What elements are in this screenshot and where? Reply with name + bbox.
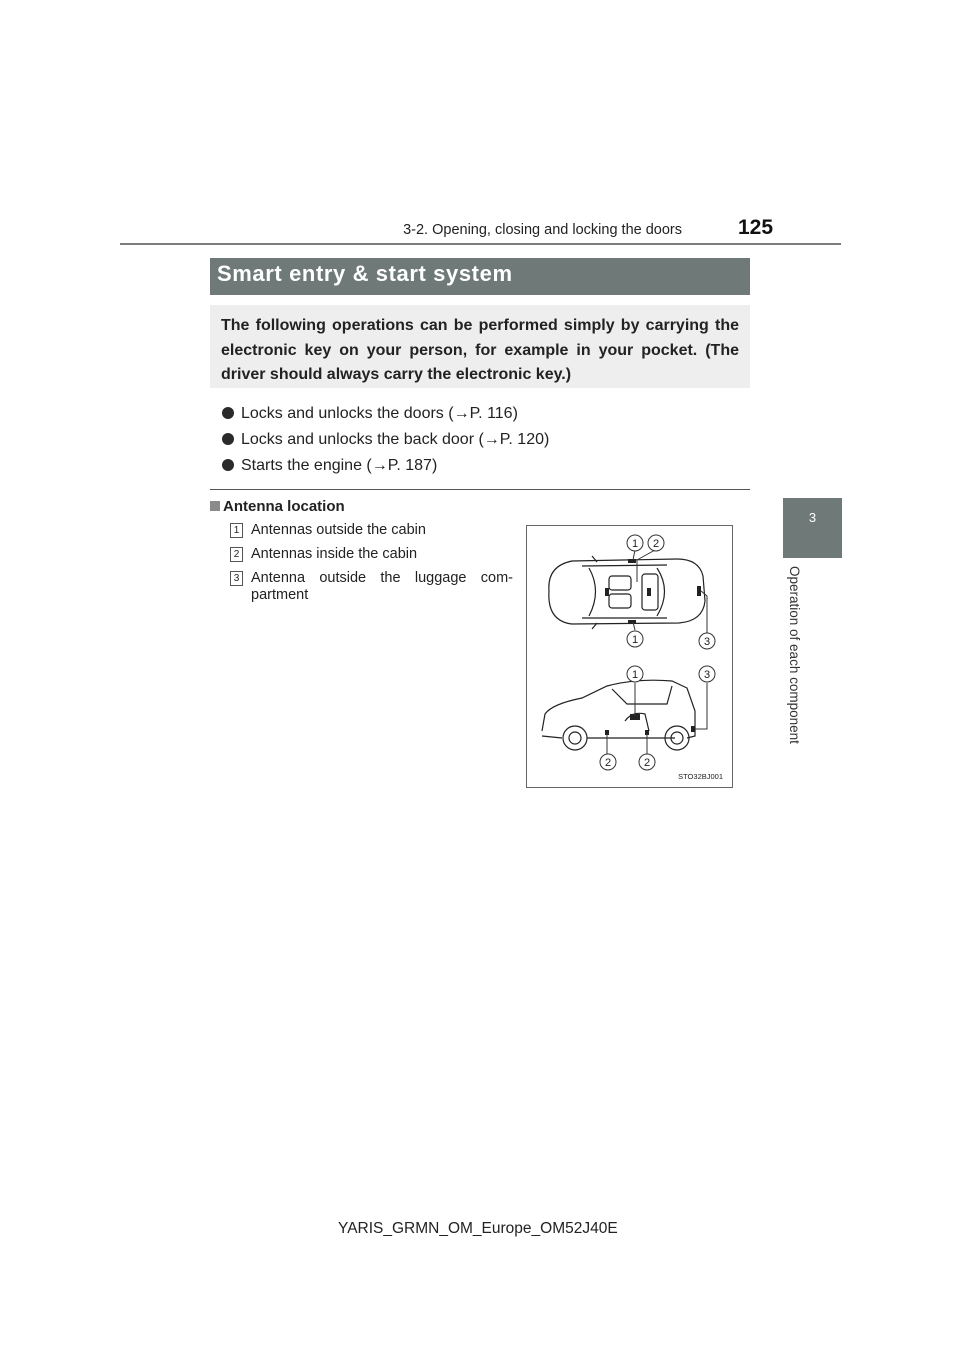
bullet-text: Starts the engine (→P. 187): [241, 457, 438, 474]
page-title: Smart entry & start system: [217, 261, 513, 286]
bullet-dot-icon: [222, 459, 234, 471]
antenna-item-text: Antennas inside the cabin: [251, 546, 418, 562]
sub-heading: [210, 498, 345, 515]
footer-doc-id: YARIS_GRMN_OM_Europe_OM52J40E: [338, 1220, 618, 1237]
car-side-view: [542, 680, 695, 750]
bullet-dot-icon: [222, 433, 234, 445]
leader-lines: [607, 550, 707, 754]
antenna-item: [230, 522, 492, 539]
page-number: 125: [738, 216, 774, 239]
antenna-item-text: Antennas outside the cabin: [251, 522, 426, 538]
antenna-item-text: Antenna outside the luggage com-partment: [251, 570, 513, 603]
callout-label: 2: [652, 538, 660, 550]
callout-label: 1: [631, 538, 639, 550]
bullet-text: Locks and unlocks the doors (→P. 116): [241, 405, 518, 422]
sub-heading-text: Antenna location: [223, 498, 345, 515]
number-badge: 1: [230, 523, 243, 538]
chapter-label-container: [787, 566, 807, 756]
callout-label: 3: [703, 636, 711, 648]
antenna-illustration: [526, 525, 733, 788]
square-bullet-icon: [210, 501, 220, 511]
callout-label: 2: [643, 757, 651, 769]
callout-label: 3: [703, 669, 711, 681]
chapter-tab: [783, 498, 842, 558]
intro-text: The following operations can be performed simply by carrying the electronic key on your person, for example in your pocket. (The driver should always carry the electronic key.): [221, 317, 739, 383]
antenna-item: [230, 570, 513, 604]
callout-label: 1: [631, 634, 639, 646]
antenna-markers-side: [605, 714, 695, 735]
antenna-markers-top: [605, 559, 701, 624]
section-divider: [210, 489, 750, 490]
number-badge: 2: [230, 547, 243, 562]
bullet-item: [222, 405, 518, 423]
bullet-dot-icon: [222, 407, 234, 419]
figure-code: STO32BJ001: [678, 772, 723, 781]
car-top-view: [549, 556, 705, 629]
antenna-item: [230, 546, 492, 563]
section-heading: 3-2. Opening, closing and locking the doors: [403, 222, 682, 238]
chapter-number: 3: [808, 510, 817, 525]
callout-label: 2: [604, 757, 612, 769]
chapter-label: Operation of each component: [787, 566, 802, 744]
callouts: [600, 535, 715, 770]
bullet-item: [222, 457, 437, 475]
bullet-text: Locks and unlocks the back door (→P. 120): [241, 431, 550, 448]
header-rule: [120, 243, 841, 245]
bullet-item: [222, 431, 549, 449]
number-badge: 3: [230, 571, 243, 586]
callout-label: 1: [631, 669, 639, 681]
